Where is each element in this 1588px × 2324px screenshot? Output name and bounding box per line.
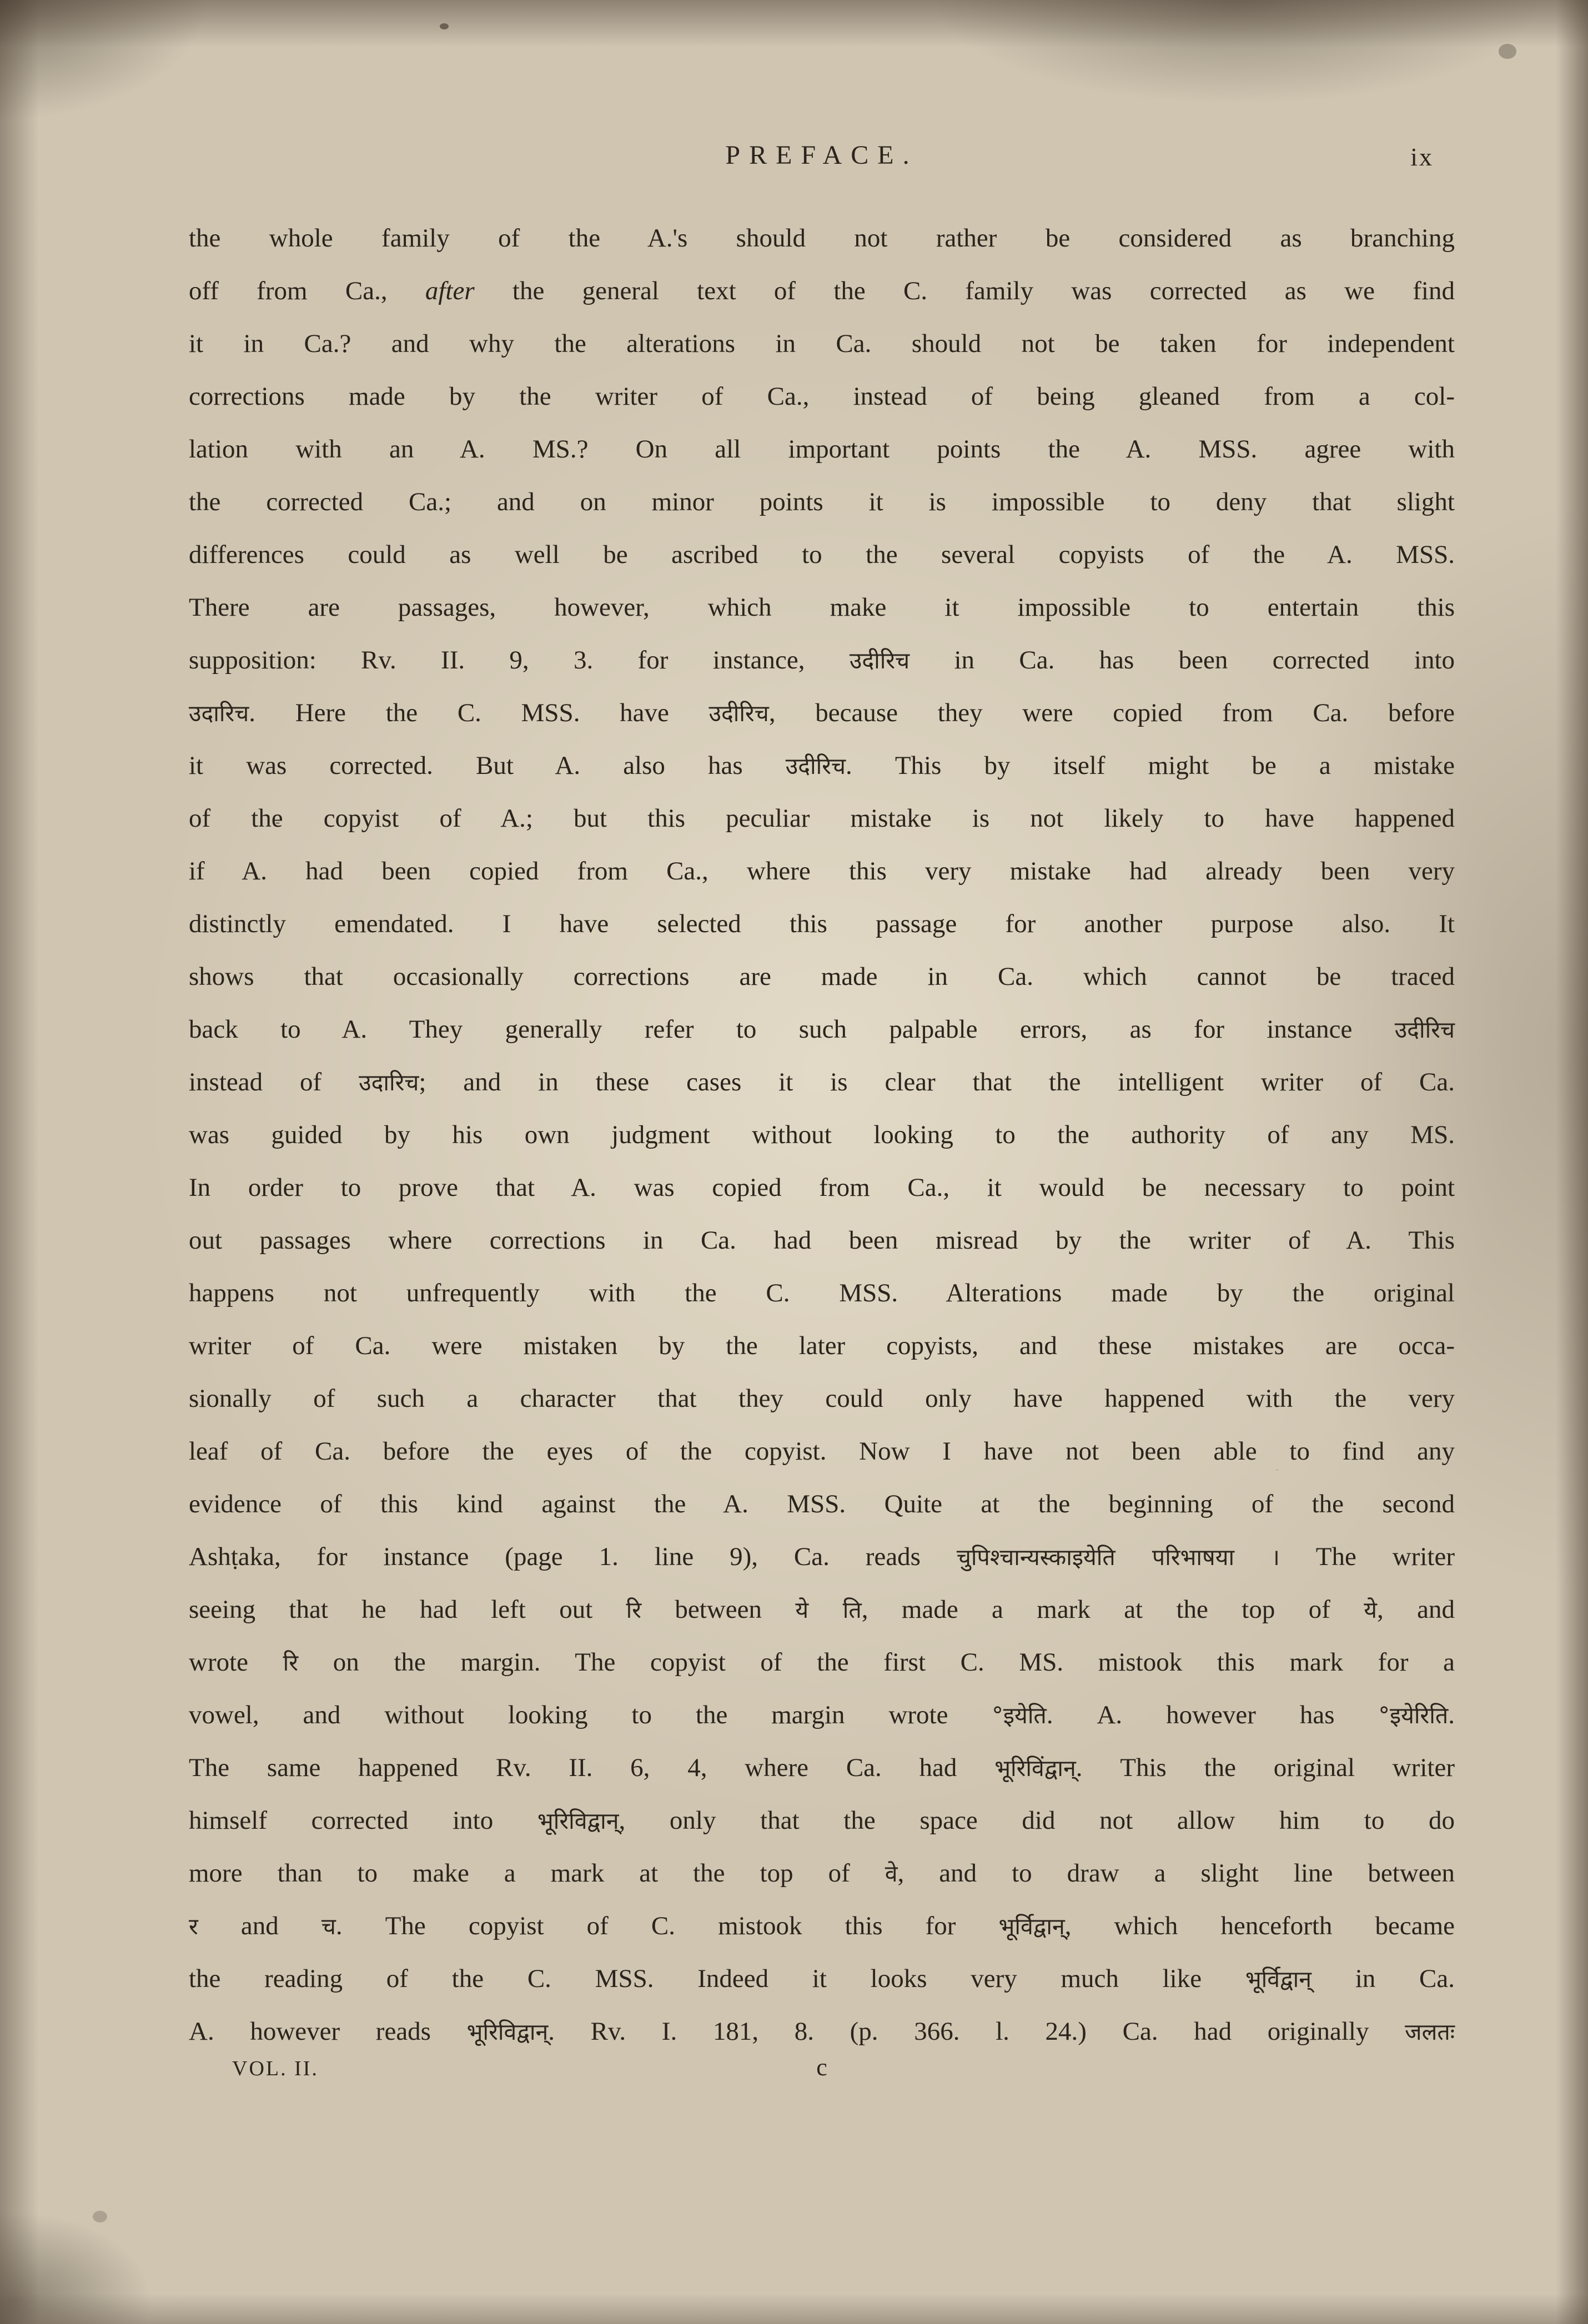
text-run: leaf of Ca. before the eyes of the copyist. Now I have not been able to find any (189, 1437, 1455, 1466)
devanagari-text: वे (885, 1860, 898, 1887)
text-run: . Rv. I. 181, 8. (p. 366. l. 24.) Ca. had originally (548, 2017, 1405, 2046)
text-line (189, 529, 1455, 581)
page-header (189, 140, 1455, 170)
text-run: lation with an A. MS.? On all important points the A. MSS. agree with (189, 435, 1455, 464)
text-run: , and to draw a slight line between (897, 1859, 1455, 1888)
text-run: writer of Ca. were mistaken by the later copyists, and these mistakes are occa- (189, 1331, 1455, 1360)
devanagari-text: भूरिविद्वान् (466, 2019, 549, 2045)
devanagari-text: च (321, 1913, 336, 1940)
text-line (189, 1372, 1455, 1425)
devanagari-text: रि (626, 1597, 642, 1623)
text-run: wrote (189, 1648, 283, 1677)
devanagari-text: ये (1364, 1597, 1377, 1623)
text-run: corrections made by the writer of Ca., instead of being gleaned from a col- (189, 382, 1455, 411)
page-footer (189, 2053, 1455, 2097)
text-run: differences could as well be ascribed to the several copyists of the A. MSS. (189, 540, 1455, 569)
text-run: it in Ca.? and why the alterations in Ca. should not be taken for independent (189, 329, 1455, 358)
text-run: the reading of the C. MSS. Indeed it looks very much like (189, 1964, 1245, 1993)
text-line (189, 1425, 1455, 1478)
text-run: . The copyist of C. mistook this for (335, 1911, 999, 1940)
text-line (189, 318, 1455, 370)
text-line (189, 634, 1455, 687)
text-run: in Ca. (1311, 1964, 1455, 1993)
text-line (189, 1794, 1455, 1847)
text-run: himself corrected into (189, 1806, 537, 1835)
text-line (189, 1636, 1455, 1689)
text-line (189, 1531, 1455, 1583)
text-run: evidence of this kind against the A. MSS. Quite at the beginning of the second (189, 1490, 1455, 1518)
text-run: out passages where corrections in Ca. had been misread by the writer of A. This (189, 1226, 1455, 1255)
devanagari-text: ये ति (795, 1597, 862, 1623)
body-text (189, 212, 1455, 2058)
text-run: , which henceforth became (1064, 1911, 1455, 1940)
text-line (189, 1847, 1455, 1900)
text-run: was guided by his own judgment without looking to the authority of any MS. (189, 1120, 1455, 1149)
text-run: . This by itself might be a mistake (846, 751, 1455, 780)
text-run: A. however reads (189, 2017, 467, 2046)
devanagari-text: भूरिविद्वान् (537, 1808, 619, 1834)
text-line (189, 687, 1455, 740)
text-run: . This the original writer (1076, 1753, 1455, 1782)
text-line (189, 1214, 1455, 1267)
text-line (189, 476, 1455, 529)
text-run: of the copyist of A.; but this peculiar mistake is not likely to have happened (189, 804, 1455, 833)
devanagari-text: उदारिच (359, 1069, 419, 1096)
text-line (189, 740, 1455, 792)
text-run: distinctly emendated. I have selected this passage for another purpose also. It (189, 909, 1455, 938)
italic-text: after (425, 276, 475, 305)
devanagari-text: उदीरिच (785, 753, 846, 779)
text-line (189, 1900, 1455, 1953)
text-line (189, 2005, 1455, 2058)
signature-mark: c (816, 2054, 827, 2081)
text-run: shows that occasionally corrections are made in Ca. which cannot be traced (189, 962, 1455, 991)
page-title: PREFACE. (725, 140, 918, 170)
devanagari-text: °इयेरिति (1378, 1702, 1449, 1729)
text-run: The writer (1279, 1542, 1455, 1571)
text-run: and (198, 1911, 321, 1940)
text-run: seeing that he had left out (189, 1595, 626, 1624)
devanagari-text: उदीरिच (1394, 1017, 1455, 1043)
text-run: sionally of such a character that they could only have happened with the very (189, 1384, 1455, 1413)
devanagari-text: रि (283, 1649, 299, 1676)
text-line (189, 1161, 1455, 1214)
page-number: ix (1410, 143, 1434, 171)
text-run: more than to make a mark at the top of (189, 1859, 885, 1888)
text-run: . (1448, 1701, 1455, 1729)
text-line (189, 581, 1455, 634)
devanagari-text: उदारिच (189, 700, 249, 727)
volume-label: VOL. II. (232, 2057, 319, 2080)
text-line (189, 1320, 1455, 1372)
devanagari-text: उदीरिच (708, 700, 769, 727)
text-line (189, 1742, 1455, 1794)
text-line (189, 1056, 1455, 1109)
text-run: There are passages, however, which make it impossible to entertain this (189, 593, 1455, 622)
text-run: In order to prove that A. was copied from Ca., it would be necessary to point (189, 1173, 1455, 1202)
text-run: ; and in these cases it is clear that the intelligent writer of Ca. (419, 1068, 1455, 1096)
text-run: between (641, 1595, 796, 1624)
devanagari-text: उदीरिच (849, 647, 910, 674)
text-run: happens not unfrequently with the C. MSS. Alterations made by the original (189, 1279, 1455, 1307)
text-run: , made a mark at the top of (861, 1595, 1364, 1624)
devanagari-text: भूर्विद्वान् (998, 1913, 1065, 1940)
text-line (189, 423, 1455, 476)
devanagari-text: जलतः (1405, 2019, 1455, 2045)
text-run: , and (1377, 1595, 1455, 1624)
text-line (189, 265, 1455, 318)
text-run: on the margin. The copyist of the first C. MS. mistook this mark for a (298, 1648, 1455, 1677)
text-run: the general text of the C. family was corrected as we find (474, 276, 1455, 305)
devanagari-text: भूरिविंद्वान् (994, 1755, 1076, 1782)
text-line (189, 1109, 1455, 1161)
text-line (189, 1478, 1455, 1531)
text-line (189, 845, 1455, 898)
text-run: back to A. They generally refer to such palpable errors, as for instance (189, 1015, 1395, 1044)
text-run: , because they were copied from Ca. before (768, 698, 1455, 727)
text-run: instead of (189, 1068, 359, 1096)
text-run: the whole family of the A.'s should not rather be considered as branching (189, 224, 1455, 253)
text-line (189, 898, 1455, 950)
text-line (189, 792, 1455, 845)
text-line (189, 212, 1455, 265)
text-line (189, 1689, 1455, 1742)
devanagari-text: र (189, 1913, 198, 1940)
text-run: off from Ca., (189, 276, 425, 305)
text-run: . Here the C. MSS. have (249, 698, 709, 727)
text-run: , only that the space did not allow him to do (619, 1806, 1455, 1835)
text-run: vowel, and without looking to the margin wrote (189, 1701, 992, 1729)
text-run: in Ca. has been corrected into (909, 646, 1455, 675)
text-line (189, 950, 1455, 1003)
text-line (189, 1003, 1455, 1056)
text-line (189, 370, 1455, 423)
text-run: The same happened Rv. II. 6, 4, where Ca. had (189, 1753, 995, 1782)
text-run: the corrected Ca.; and on minor points it is impossible to deny that slight (189, 487, 1455, 516)
text-line (189, 1953, 1455, 2005)
devanagari-text: भूर्विद्वान् (1245, 1966, 1312, 1993)
text-line (189, 1583, 1455, 1636)
text-run: . A. however has (1046, 1701, 1379, 1729)
devanagari-text: °इयेति (992, 1702, 1047, 1729)
text-run: if A. had been copied from Ca., where this very mistake had already been very (189, 857, 1455, 886)
text-run: Ashṭaka, for instance (page 1. line 9), Ca. reads (189, 1542, 957, 1571)
text-run: supposition: Rv. II. 9, 3. for instance, (189, 646, 850, 675)
devanagari-text: चुपिश्चान्यस्काइयेति परिभाषया । (956, 1544, 1280, 1571)
text-line (189, 1267, 1455, 1320)
text-run: it was corrected. But A. also has (189, 751, 786, 780)
